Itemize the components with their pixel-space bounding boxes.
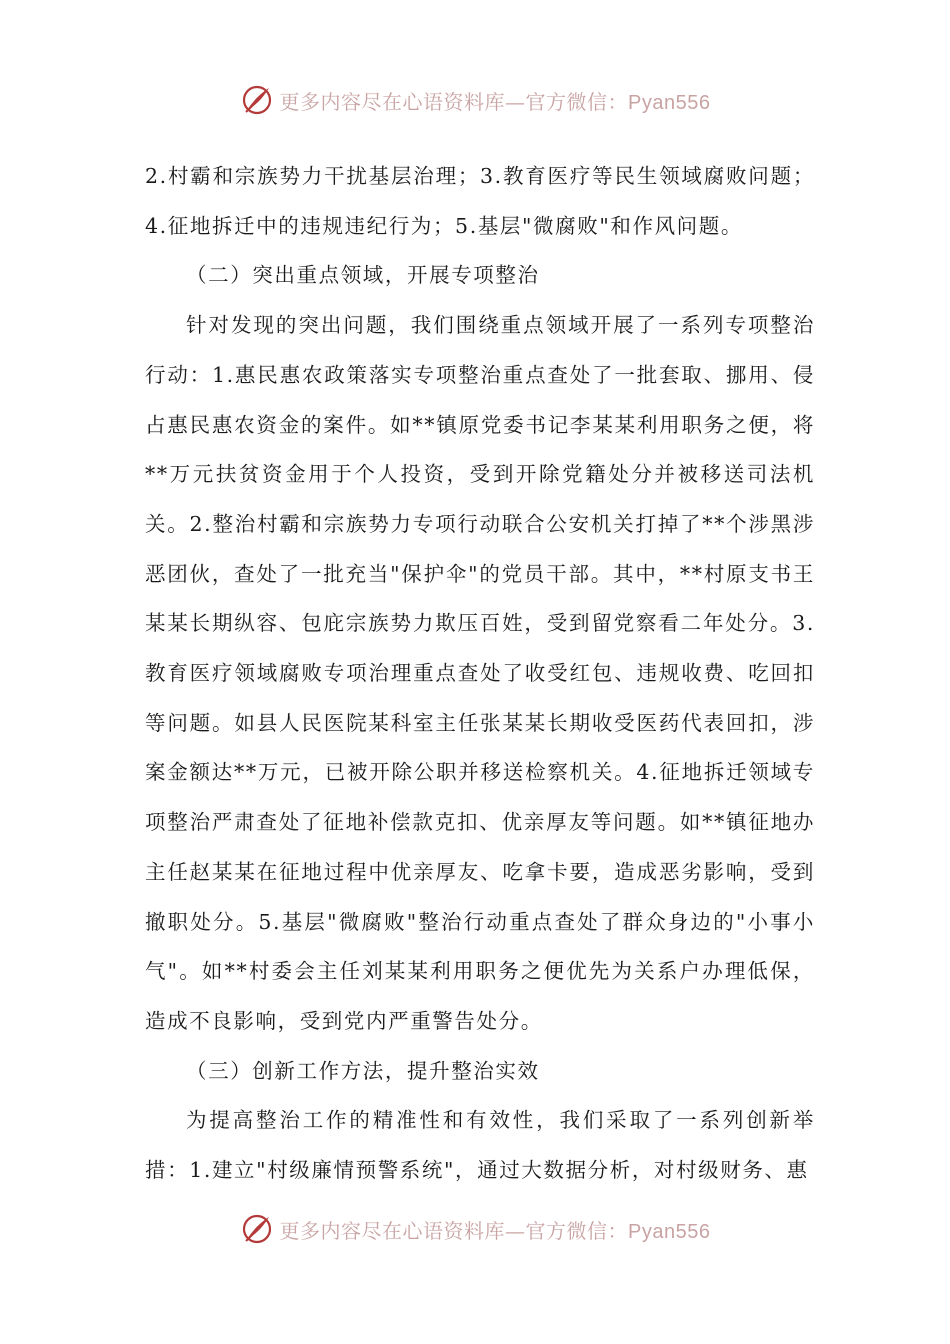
section-heading-3: （三）创新工作方法，提升整治实效 (186, 1058, 540, 1083)
quill-logo-icon (240, 83, 274, 117)
paragraph-continued-list: 2.村霸和宗族势力干扰基层治理；3.教育医疗等民生领域腐败问题；4.征地拆迁中的违规违纪行为；5.基层"微腐败"和作风问题。 (145, 164, 815, 238)
wechat-handle: Pyan556 (628, 91, 711, 114)
banner-text: 更多内容尽在心语资料库—官方微信：Pyan556 (279, 89, 711, 114)
header-banner (0, 80, 950, 120)
paragraph-innovation: 为提高整治工作的精准性和有效性，我们采取了一系列创新举措：1.建立"村级廉情预警系统"，通过大数据分析，对村级财务、惠 (145, 1108, 815, 1183)
section-heading-2: （二）突出重点领域，开展专项整治 (186, 263, 540, 288)
quill-logo-icon (240, 1212, 274, 1246)
banner-text: 更多内容尽在心语资料库—官方微信：Pyan556 (279, 1218, 711, 1243)
wechat-handle: Pyan556 (628, 1220, 711, 1243)
footer-banner (0, 1209, 950, 1249)
document-body (145, 152, 815, 1196)
paragraph-special-rectification: 针对发现的突出问题，我们围绕重点领域开展了一系列专项整治行动：1.惠民惠农政策落实专项整治重点查处了一批套取、挪用、侵占惠民惠农资金的案件。如**镇原党委书记李某某利用职务之便，将**万元扶贫资金用于个人投资，受到开除党籍处分并被移送司法机关。2.整治村霸和宗族势力专项行动联合公安机关打掉了**个涉黑涉恶团伙，查处了一批充当"保护伞"的党员干部。其中，**村原支书王某某长期纵容、包庇宗族势力欺压百姓，受到留党察看二年处分。3.教育医疗领域腐败专项治理重点查处了收受红包、违规收费、吃回扣等问题。如县人民医院某科室主任张某某长期收受医药代表回扣，涉案金额达**万元，已被开除公职并移送检察机关。4.征地拆迁领域专项整治严肃查处了征地补偿款克扣、优亲厚友等问题。如**镇征地办主任赵某某在征地过程中优亲厚友、吃拿卡要，造成恶劣影响，受到撤职处分。5.基层"微腐败"整治行动重点查处了群众身边的"小事小气"。如**村委会主任刘某某利用职务之便优先为关系户办理低保，造成不良影响，受到党内严重警告处分。 (145, 313, 815, 1033)
